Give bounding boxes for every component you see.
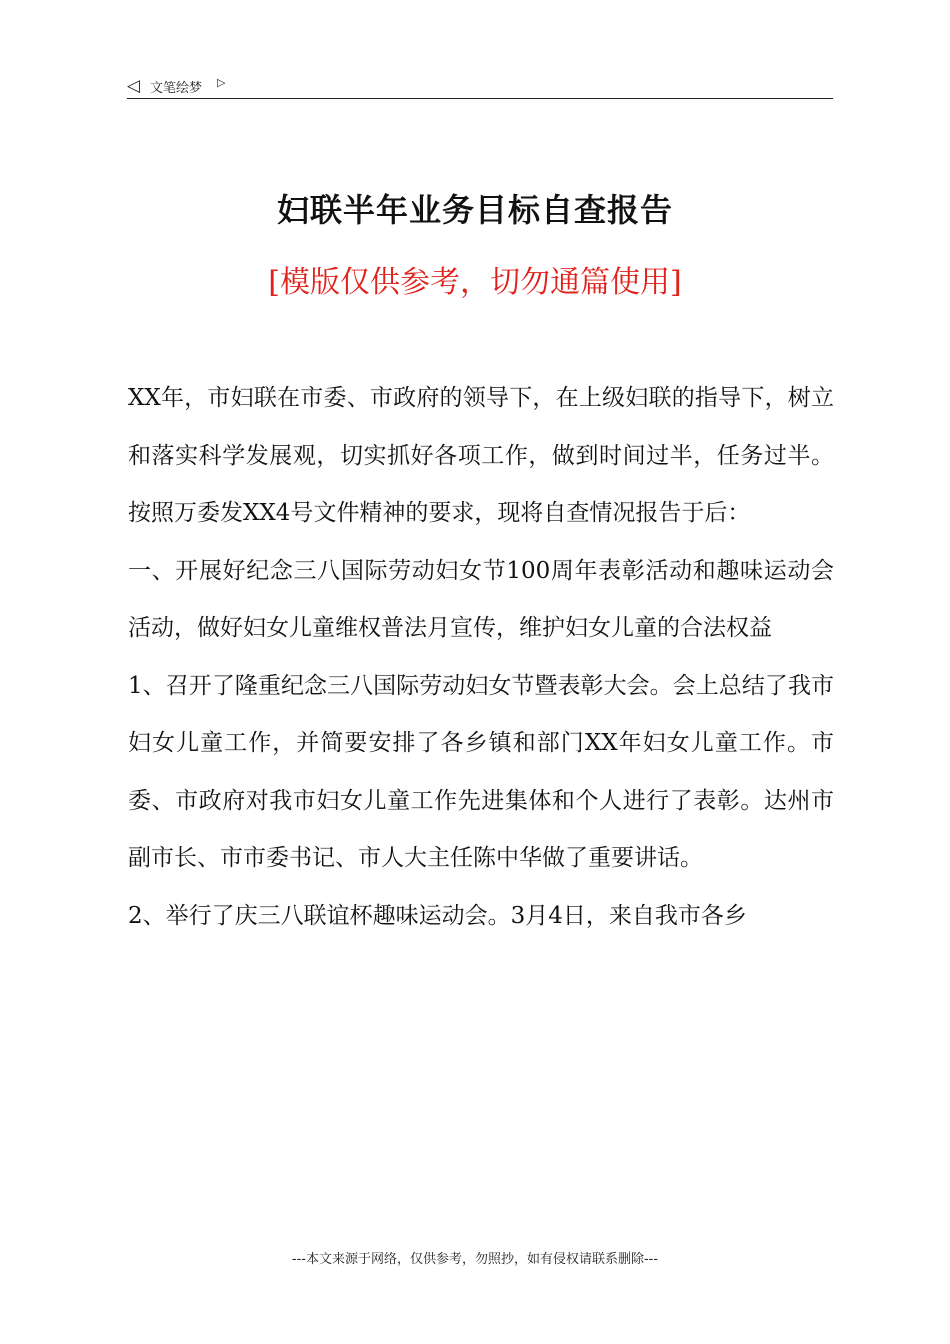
paragraph-item-1: 1、召开了隆重纪念三八国际劳动妇女节暨表彰大会。会上总结了我市妇女儿童工作，并简要安排了各乡镇和部门XX年妇女儿童工作。市委、市政府对我市妇女儿童工作先进集体和个人进行了表彰。达州市副市长、市市委书记、市人大主任陈中华做了重要讲话。 [128, 672, 834, 871]
footer-disclaimer: ---本文来源于网络，仅供参考，勿照抄，如有侵权请联系删除--- [291, 1252, 659, 1267]
paragraph-item-2: 2、举行了庆三八联谊杯趣味运动会。3月4日，来自我市各乡 [128, 902, 747, 929]
paragraph-section-1: 一、开展好纪念三八国际劳动妇女节100周年表彰活动和趣味运动会活动，做好妇女儿童维权普法月宣传，维护妇女儿童的合法权益 [128, 557, 834, 641]
template-notice: [模版仅供参考，切勿通篇使用] [268, 265, 682, 300]
paragraph-intro: XX年，市妇联在市委、市政府的领导下，在上级妇联的指导下，树立和落实科学发展观，切实抓好各项工作，做到时间过半，任务过半。按照万委发XX4号文件精神的要求，现将自查情况报告于后： [128, 385, 834, 526]
header-brand: 文笔绘梦 [150, 81, 203, 96]
document-body [128, 370, 834, 945]
page-header [127, 74, 833, 99]
document-title: 妇联半年业务目标自查报告 [276, 191, 673, 229]
left-triangle-icon: ◁ [127, 76, 141, 96]
right-triangle-icon: ▷ [217, 76, 226, 89]
